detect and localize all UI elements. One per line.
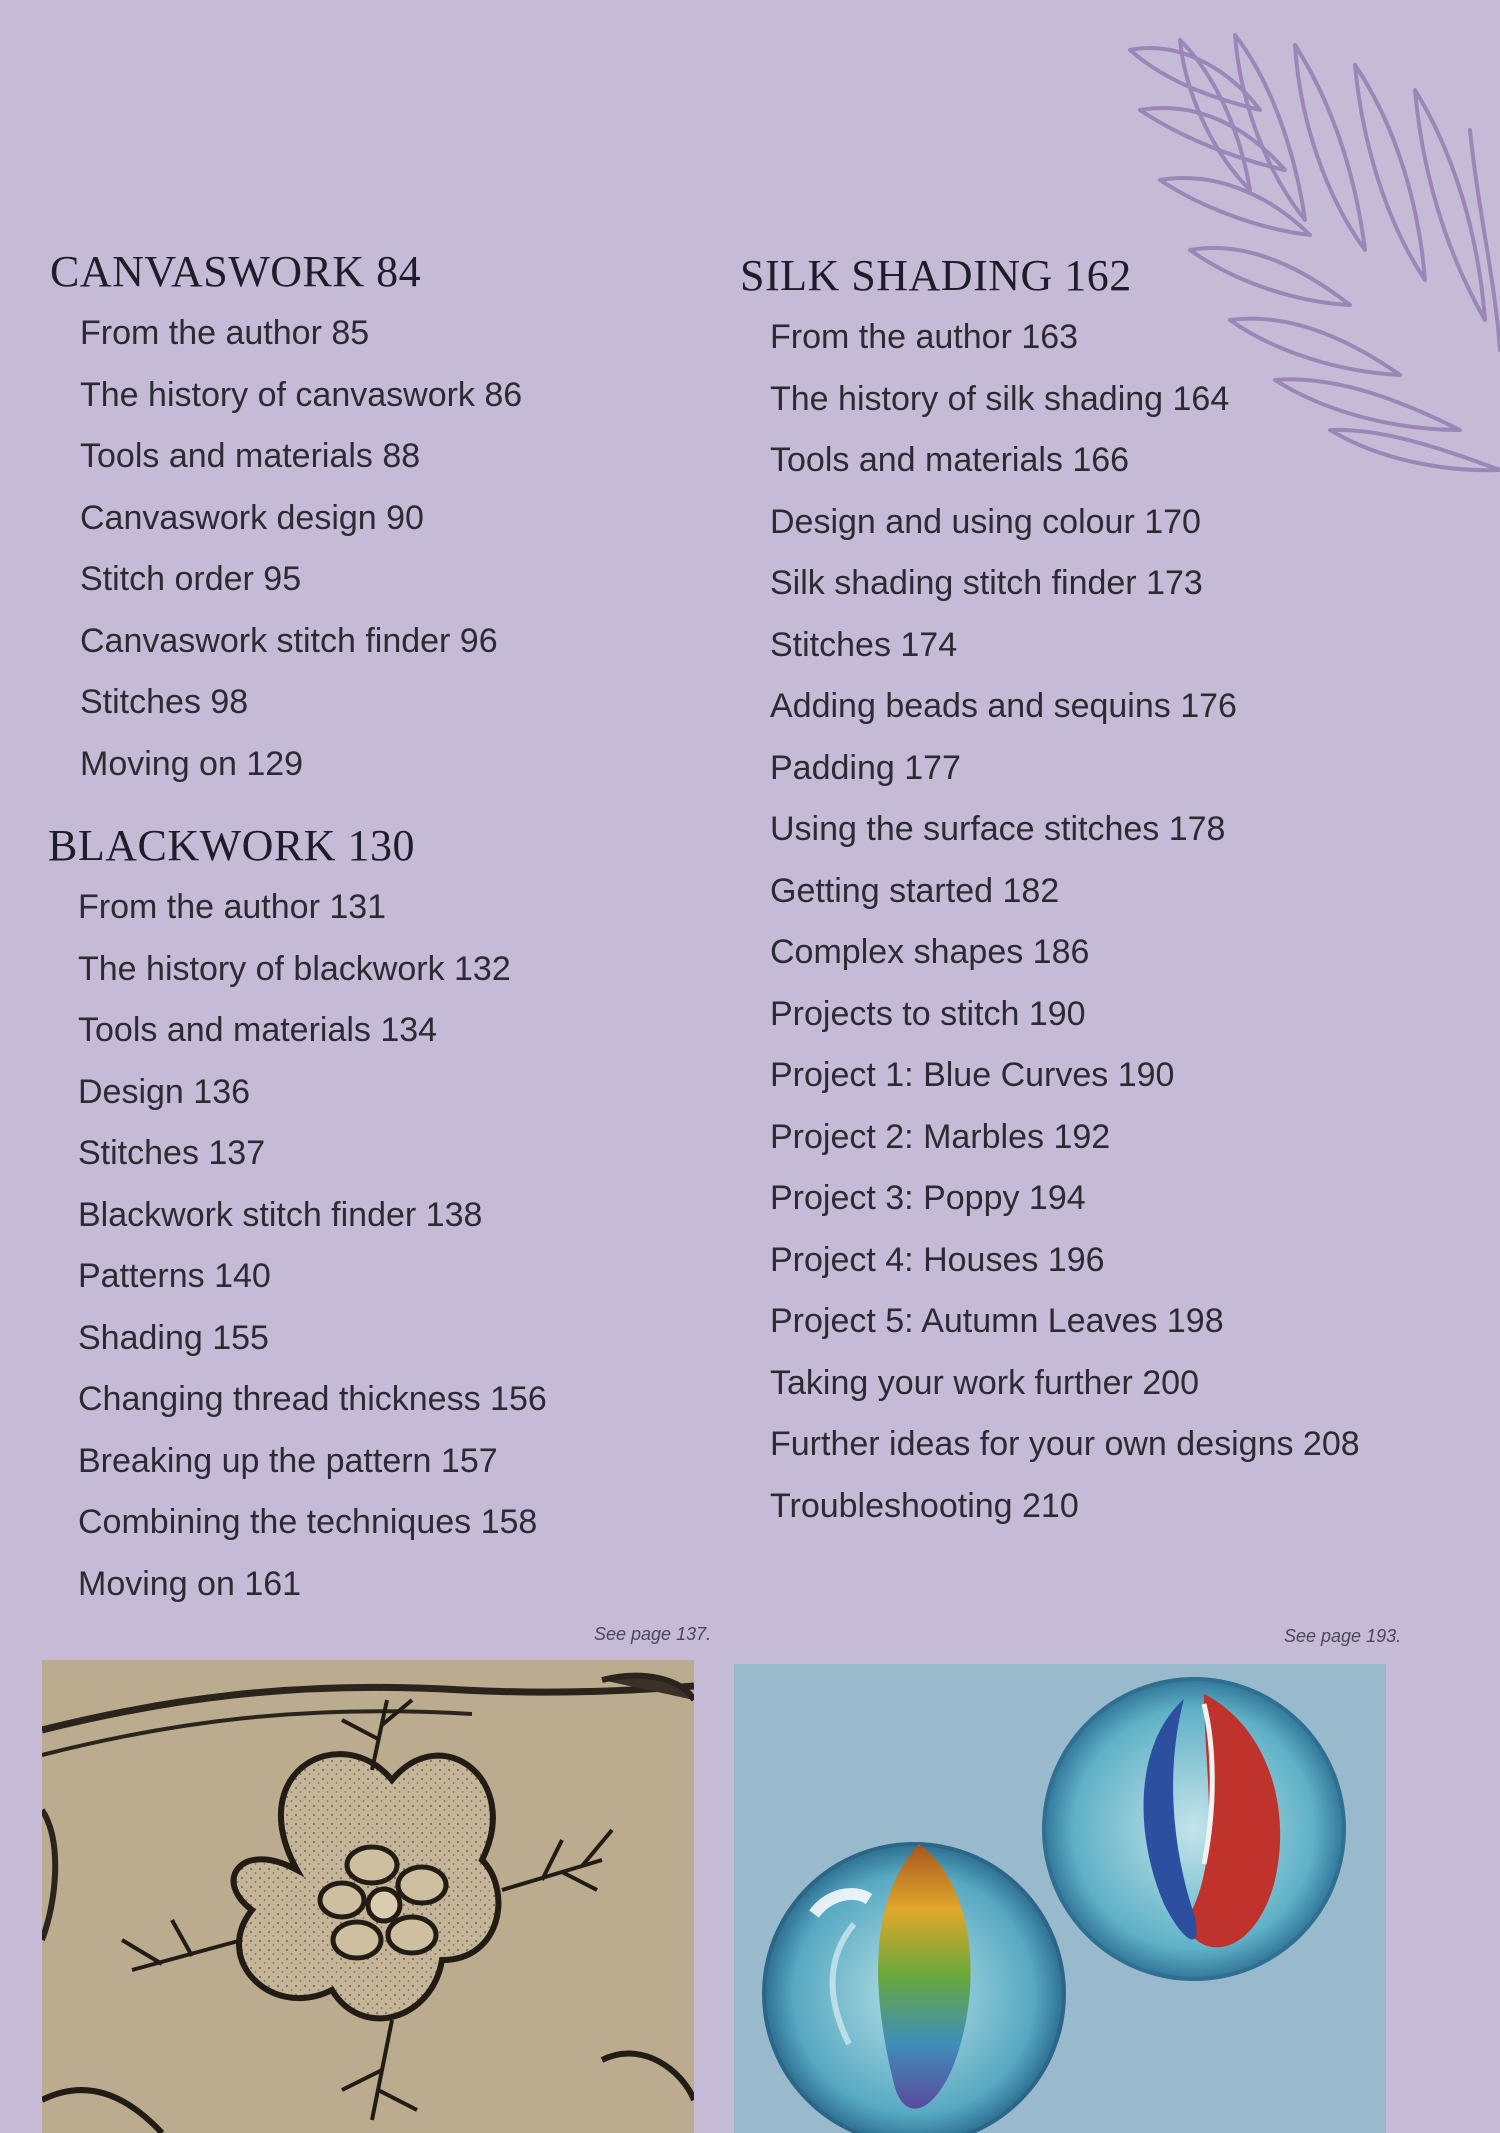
- toc-item[interactable]: Breaking up the pattern 157: [78, 1441, 498, 1480]
- toc-section-silk-shading: [740, 250, 1360, 1537]
- photo-caption-left: See page 137.: [594, 1624, 712, 1644]
- toc-item[interactable]: Design 136: [78, 1072, 251, 1111]
- toc-item[interactable]: Project 2: Marbles 192: [770, 1117, 1111, 1156]
- toc-item[interactable]: Project 4: Houses 196: [770, 1240, 1105, 1279]
- toc-item[interactable]: Shading 155: [78, 1318, 269, 1357]
- toc-item[interactable]: Project 3: Poppy 194: [770, 1179, 1086, 1217]
- toc-item[interactable]: The history of blackwork 132: [78, 949, 511, 988]
- blackwork-embroidery-photo: [42, 1660, 694, 2133]
- toc-item[interactable]: The history of canvaswork 86: [80, 375, 523, 414]
- section-heading[interactable]: CANVASWORK 84: [50, 247, 422, 296]
- toc-item[interactable]: Tools and materials 134: [78, 1011, 438, 1049]
- toc-item[interactable]: From the author 163: [770, 318, 1079, 356]
- toc-item[interactable]: Troubleshooting 210: [770, 1486, 1079, 1525]
- toc-item[interactable]: Project 5: Autumn Leaves 198: [770, 1302, 1224, 1340]
- toc-list: [740, 307, 1360, 1537]
- toc-item[interactable]: Projects to stitch 190: [770, 994, 1086, 1033]
- toc-list: [48, 877, 547, 1615]
- toc-item[interactable]: Stitches 137: [78, 1134, 266, 1172]
- toc-list: [50, 303, 522, 795]
- toc-item[interactable]: Stitch order 95: [80, 560, 302, 598]
- toc-item[interactable]: Canvaswork design 90: [80, 498, 424, 537]
- toc-item[interactable]: Getting started 182: [770, 871, 1060, 910]
- toc-item[interactable]: Tools and materials 166: [770, 441, 1130, 479]
- section-heading[interactable]: BLACKWORK 130: [48, 821, 416, 870]
- toc-item[interactable]: From the author 85: [80, 314, 370, 352]
- toc-section-canvaswork: [50, 246, 522, 795]
- toc-item[interactable]: Moving on 161: [78, 1564, 302, 1603]
- section-heading[interactable]: SILK SHADING 162: [740, 251, 1132, 300]
- photo-caption-right: See page 193.: [1284, 1626, 1402, 1646]
- toc-item[interactable]: Project 1: Blue Curves 190: [770, 1056, 1175, 1094]
- toc-item[interactable]: Padding 177: [770, 748, 961, 787]
- toc-item[interactable]: From the author 131: [78, 888, 387, 926]
- toc-item[interactable]: Changing thread thickness 156: [78, 1380, 547, 1418]
- toc-item[interactable]: Stitches 174: [770, 625, 958, 664]
- toc-item[interactable]: Using the surface stitches 178: [770, 810, 1226, 848]
- toc-item[interactable]: Stitches 98: [80, 683, 249, 721]
- toc-item[interactable]: Moving on 129: [80, 744, 304, 783]
- toc-item[interactable]: Complex shapes 186: [770, 933, 1090, 971]
- toc-item[interactable]: Silk shading stitch finder 173: [770, 564, 1203, 602]
- marbles-embroidery-photo: [734, 1664, 1386, 2133]
- toc-item[interactable]: Taking your work further 200: [770, 1363, 1199, 1402]
- toc-item[interactable]: Combining the techniques 158: [78, 1503, 538, 1541]
- toc-item[interactable]: Adding beads and sequins 176: [770, 687, 1237, 725]
- toc-item[interactable]: Patterns 140: [78, 1257, 271, 1295]
- toc-item[interactable]: Further ideas for your own designs 208: [770, 1425, 1360, 1463]
- toc-section-blackwork: [48, 820, 547, 1615]
- toc-item[interactable]: Design and using colour 170: [770, 502, 1201, 541]
- toc-item[interactable]: The history of silk shading 164: [770, 379, 1230, 418]
- toc-item[interactable]: Tools and materials 88: [80, 437, 421, 475]
- toc-item[interactable]: Canvaswork stitch finder 96: [80, 621, 498, 660]
- toc-item[interactable]: Blackwork stitch finder 138: [78, 1195, 483, 1234]
